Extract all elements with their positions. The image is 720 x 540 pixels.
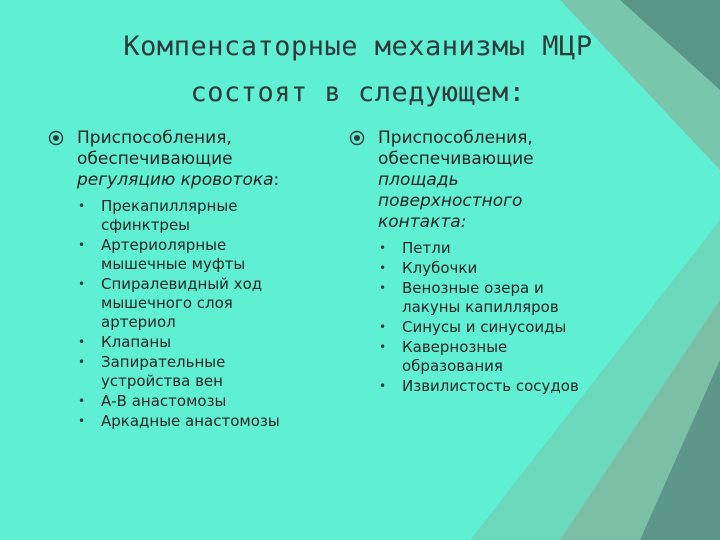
left-list-item <box>77 412 318 431</box>
right-heading-line-1: Приспособления, <box>378 128 533 148</box>
left-heading-colon: : <box>273 170 280 190</box>
left-list-item <box>77 197 318 235</box>
left-list-item-line: Прекапиллярные <box>101 197 238 215</box>
slide-title-line-2: состоят в следующем: <box>190 77 526 108</box>
right-heading-line-2: обеспечивающие <box>378 149 534 169</box>
bullet-dot-icon: • <box>379 320 387 334</box>
left-list-item-line: мышечного слоя <box>101 294 233 312</box>
left-list-item-line: Клапаны <box>101 333 172 351</box>
left-column <box>48 128 318 432</box>
right-list-item-line: образования <box>402 357 503 375</box>
left-list-item <box>77 275 318 332</box>
left-list-item <box>77 333 318 352</box>
right-list-item-line: Петли <box>402 239 451 257</box>
bullet-dot-icon: • <box>78 414 86 428</box>
bullet-dot-icon: • <box>379 261 387 275</box>
right-heading <box>349 128 649 233</box>
right-sub-list <box>378 239 649 396</box>
bullet-dot-icon: • <box>78 335 86 349</box>
right-list-item <box>378 338 649 376</box>
left-list-item <box>77 392 318 411</box>
right-list-item-line: Извилистость сосудов <box>402 377 579 395</box>
bullet-dot-icon: • <box>78 394 86 408</box>
left-list-item <box>77 353 318 391</box>
slide-title-line-1: Компенсаторные механизмы МЦР <box>123 31 593 62</box>
left-list-item-line: устройства вен <box>101 372 223 390</box>
right-list-item-line: лакуны капилляров <box>402 298 559 316</box>
left-sub-list <box>77 197 318 431</box>
bullet-dot-icon: • <box>379 241 387 255</box>
circle-dot-bullet-icon <box>48 130 64 146</box>
left-list-item-line: артериол <box>101 313 176 331</box>
bullet-dot-icon: • <box>379 340 387 354</box>
right-list-item-line: Кавернозные <box>402 338 508 356</box>
left-list-item-line: Артериолярные <box>101 236 227 254</box>
right-list-item-line: Венозные озера и <box>402 279 544 297</box>
left-list-item-line: Спиралевидный ход <box>101 275 263 293</box>
left-list-item-line: сфинктреы <box>101 216 191 234</box>
right-list-item <box>378 377 649 396</box>
right-list-item-line: Клубочки <box>402 259 478 277</box>
left-heading-italic: регуляцию кровотока <box>77 170 274 190</box>
slide-title <box>18 24 698 116</box>
left-list-item-line: А-В анастомозы <box>101 392 227 410</box>
left-list-item-line: Аркадные анастомозы <box>101 412 280 430</box>
circle-dot-bullet-icon <box>349 130 365 146</box>
left-heading-line-2: обеспечивающие <box>77 149 233 169</box>
right-heading-italic-1: площадь <box>378 170 459 190</box>
bullet-dot-icon: • <box>78 238 86 252</box>
right-heading-italic-3: контакта: <box>378 212 467 232</box>
right-list-item <box>378 279 649 317</box>
right-column <box>349 128 649 397</box>
bullet-dot-icon: • <box>379 379 387 393</box>
bullet-dot-icon: • <box>379 281 387 295</box>
right-list-item <box>378 239 649 258</box>
right-list-item <box>378 259 649 278</box>
left-heading <box>48 128 318 191</box>
left-list-item-line: Запирательные <box>101 353 226 371</box>
left-list-item <box>77 236 318 274</box>
bullet-dot-icon: • <box>78 199 86 213</box>
right-list-item-line: Синусы и синусоиды <box>402 318 567 336</box>
left-list-item-line: мышечные муфты <box>101 255 246 273</box>
right-heading-italic-2: поверхностного <box>378 191 523 211</box>
bullet-dot-icon: • <box>78 277 86 291</box>
right-list-item <box>378 318 649 337</box>
left-heading-line-3 <box>77 170 318 191</box>
left-heading-line-1: Приспособления, <box>77 128 232 148</box>
bullet-dot-icon: • <box>78 355 86 369</box>
